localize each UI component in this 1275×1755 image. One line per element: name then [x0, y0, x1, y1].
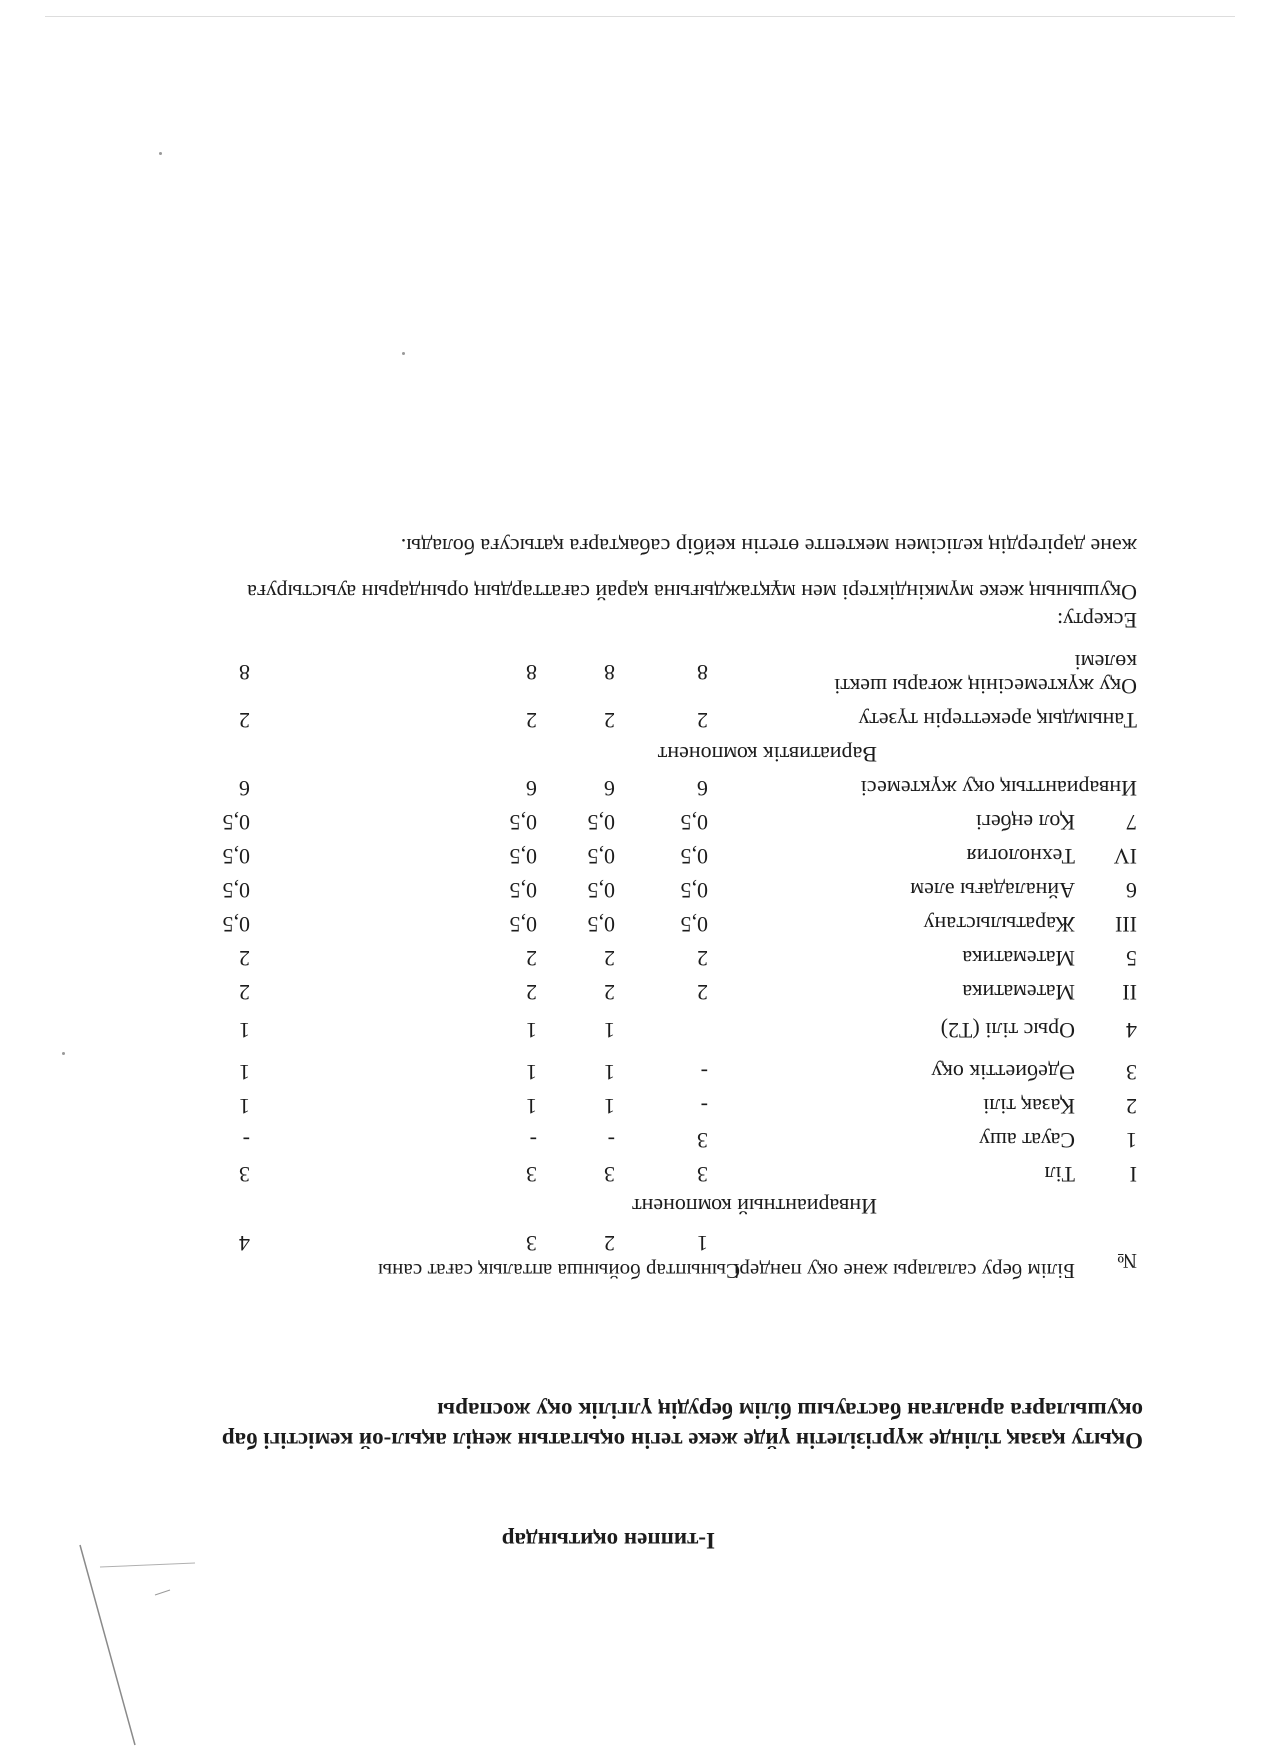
scan-speck: [402, 352, 405, 355]
row-grade-3: -: [529, 1128, 537, 1153]
row-subject: Жаратылыстану: [923, 912, 1075, 937]
row-grade-3: 0,5: [509, 844, 537, 869]
row-grade-3: 0,5: [509, 912, 537, 937]
col-subject-header: Білім беру салалары және оқу пәндері: [733, 1259, 1075, 1283]
row-subject: Технология: [966, 844, 1075, 869]
row-grade-2: 0,5: [587, 844, 615, 869]
row-grade-3: 1: [526, 1018, 537, 1043]
row-grade-4: 2: [239, 980, 250, 1005]
note-line-2: және дәрігердің келісімен мектепте өтетін кейбір сабақтарға қатысуға болады.: [400, 534, 1137, 559]
cognitive-correction-label: Танымдық әрекеттерін түзету: [858, 708, 1137, 733]
row-number: 1: [1126, 1128, 1137, 1153]
invariant-load-grade-3: 6: [526, 776, 537, 801]
row-subject: Математика: [962, 980, 1075, 1005]
row-subject: Тіл: [1044, 1162, 1075, 1187]
row-grade-2: 2: [604, 946, 615, 971]
row-number: 5: [1126, 946, 1137, 971]
row-grade-4: -: [242, 1128, 250, 1153]
scan-edge-line: [45, 16, 1235, 17]
row-grade-4: 1: [239, 1094, 250, 1119]
row-subject: Математика: [962, 946, 1075, 971]
row-grade-1: -: [700, 1060, 708, 1085]
row-subject: Айналадағы әлем: [910, 878, 1075, 903]
max-load-grade-1: 8: [697, 660, 708, 685]
col-number-header: №: [1116, 1249, 1137, 1273]
row-grade-3: 1: [526, 1094, 537, 1119]
scan-artifact-marks: [60, 1535, 360, 1755]
max-load-grade-3: 8: [526, 660, 537, 685]
scan-speck: [159, 152, 162, 155]
cognitive-grade-1: 2: [697, 708, 708, 733]
invariant-load-grade-1: 6: [697, 776, 708, 801]
row-grade-2: 3: [604, 1162, 615, 1187]
row-number: 7: [1126, 810, 1137, 835]
row-grade-3: 0,5: [509, 810, 537, 835]
row-grade-1: 0,5: [680, 878, 708, 903]
document-title: Оқыту қазақ тілінде жүргізілетін үйде жеке тегін оқытатын жеңіл ақыл-ой кемістігі бар оқушыларға арналған бастауыш білім берудің үлгілік оқу жоспары: [221, 1398, 1143, 1453]
note-line-1: Оқушының жеке мүмкіндіктері мен мұқтаждығына қарай сағаттардың орындарын ауыстыруға: [247, 580, 1137, 605]
row-subject: Қол еңбегі: [975, 810, 1075, 835]
row-grade-4: 3: [239, 1162, 250, 1187]
row-grade-2: 0,5: [587, 810, 615, 835]
grade-4-header: 4: [239, 1231, 250, 1256]
row-grade-3: 2: [526, 946, 537, 971]
row-grade-4: 0,5: [222, 912, 250, 937]
row-grade-1: 0,5: [680, 844, 708, 869]
row-grade-2: -: [607, 1128, 615, 1153]
row-subject: Қазақ тілі: [983, 1094, 1075, 1119]
row-grade-1: 0,5: [680, 912, 708, 937]
row-number: 3: [1126, 1060, 1137, 1085]
variative-section-title: Вариативтік компонент: [657, 742, 877, 767]
row-grade-1: 3: [697, 1128, 708, 1153]
row-grade-2: 0,5: [587, 878, 615, 903]
invariant-section-title: Инвариантный компонент: [631, 1194, 877, 1219]
max-load-grade-2: 8: [604, 660, 615, 685]
row-grade-4: 1: [239, 1018, 250, 1043]
row-grade-2: 1: [604, 1060, 615, 1085]
document-header: І-типпен оқитындар: [501, 1528, 715, 1553]
row-subject: Сауат ашу: [978, 1128, 1075, 1153]
row-subject: Орыс тілі (Т2): [940, 1018, 1075, 1043]
row-number: 2: [1126, 1094, 1137, 1119]
invariant-load-grade-2: 6: [604, 776, 615, 801]
row-number: II: [1122, 980, 1137, 1005]
cognitive-grade-4: 2: [239, 708, 250, 733]
row-grade-4: 1: [239, 1060, 250, 1085]
row-grade-1: 2: [697, 980, 708, 1005]
invariant-load-grade-4: 6: [239, 776, 250, 801]
row-grade-2: 1: [604, 1018, 615, 1043]
row-grade-2: 0,5: [587, 912, 615, 937]
grade-2-header: 2: [604, 1231, 615, 1256]
max-load-label-line2: көлемі: [1074, 650, 1137, 675]
max-load-label-line1: Оқу жүктемесінің жоғары шекті: [834, 674, 1137, 699]
invariant-load-label: Инварианттық оқу жүктемесі: [860, 776, 1137, 801]
row-number: 4: [1126, 1018, 1137, 1043]
row-grade-1: 0,5: [680, 810, 708, 835]
grade-1-header: 1: [697, 1231, 708, 1256]
cognitive-grade-2: 2: [604, 708, 615, 733]
cognitive-grade-3: 2: [526, 708, 537, 733]
col-hours-header: Сыныптар бойынша апталық сағат саны: [378, 1259, 740, 1283]
row-grade-3: 2: [526, 980, 537, 1005]
row-grade-3: 1: [526, 1060, 537, 1085]
max-load-grade-4: 8: [239, 660, 250, 685]
row-grade-1: 2: [697, 946, 708, 971]
note-label: Ескерту:: [1057, 608, 1137, 633]
row-grade-4: 0,5: [222, 878, 250, 903]
row-grade-3: 3: [526, 1162, 537, 1187]
row-grade-3: 0,5: [509, 878, 537, 903]
row-grade-2: 1: [604, 1094, 615, 1119]
row-subject: Әдебиеттік оқу: [931, 1060, 1075, 1085]
row-number: III: [1115, 912, 1137, 937]
grade-3-header: 3: [526, 1231, 537, 1256]
row-grade-4: 2: [239, 946, 250, 971]
row-grade-4: 0,5: [222, 810, 250, 835]
row-number: I: [1129, 1162, 1137, 1187]
row-number: 6: [1126, 878, 1137, 903]
scan-speck: [62, 1052, 65, 1055]
row-grade-1: -: [700, 1094, 708, 1119]
row-grade-1: 3: [697, 1162, 708, 1187]
row-grade-2: 2: [604, 980, 615, 1005]
row-grade-4: 0,5: [222, 844, 250, 869]
row-number: IV: [1113, 844, 1137, 869]
